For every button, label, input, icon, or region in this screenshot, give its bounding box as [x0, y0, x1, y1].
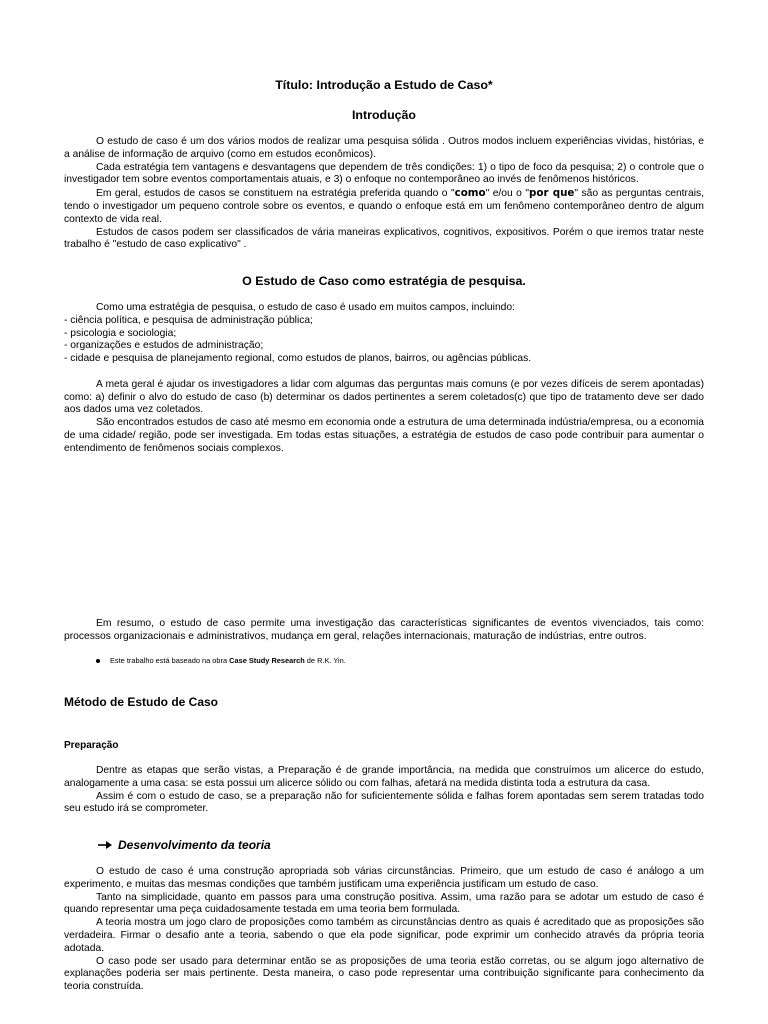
- list-item: - ciência política, e pesquisa de administração pública;: [64, 314, 313, 326]
- method-heading: Método de Estudo de Caso: [64, 695, 219, 709]
- strategy-paragraph-found: São encontrados estudos de caso até mesmo em economia onde a estrutura de uma determinada indústria/empresa, ou a economia de uma cidade/ região, pode ser investigada. Em todas estas situações, a estratégia de estudos de caso pode contribuir para aumentar o entendimento de fenômenos sociais complexos.: [64, 417, 704, 454]
- intro-paragraph-1: O estudo de caso é um dos vários modos de realizar uma pesquisa sólida . Outros modos incluem experiências vividas, histórias, e a análise de informação de arquivo (como em estudos econômicos).: [64, 136, 704, 160]
- theory-paragraph-4: O caso pode ser usado para determinar então se as proposições de uma teoria estão corretas, ou se algum jogo alternativo de explanações poderia ser mais pertinente. Desta maneira, o caso pode representar uma contribuição significante para conhecimento da teoria construída.: [64, 955, 704, 993]
- arrow-right-icon: [98, 840, 112, 850]
- intro-section: [64, 136, 704, 252]
- theory-heading: [98, 838, 271, 852]
- preparation-paragraph-2: Assim é com o estudo de caso, se a preparação não for suficientemente sólida e falhas forem apontadas sem serem tratadas todo seu estudo irá se comprometer.: [64, 790, 704, 815]
- list-item: - cidade e pesquisa de planejamento regional, como estudos de planos, bairros, ou agências públicas.: [64, 353, 532, 365]
- keyword-por-que: por que: [529, 187, 575, 200]
- summary-section: [64, 618, 704, 644]
- intro-heading: Introdução: [351, 108, 417, 122]
- strategy-heading: O Estudo de Caso como estratégia de pesquisa.: [242, 274, 526, 288]
- strategy-paragraph-meta: A meta geral é ajudar os investigadores a lidar com algumas das perguntas mais comuns (e por vezes difíceis de serem apontadas) como: a) definir o alvo do estudo de caso (b) determinar os dados pertinentes a serem coletados(c) que tipo de tratamento deve ser dado aos dados uma vez coletados.: [64, 378, 704, 416]
- strategy-lead: Como uma estratégia de pesquisa, o estudo de caso é usado em muitos campos, incluindo:: [96, 302, 515, 313]
- theory-paragraph-2: Tanto na simplicidade, quanto em passos para uma construção positiva. Assim, uma razão para se adotar um estudo de caso é quando representar uma peça cuidadosamente testada em uma teoria bem formulada.: [64, 891, 704, 916]
- intro-p3-part-c: " são as perguntas centrais, tendo o investigador um pequeno controle sobre os eventos, e quando o enfoque está em um fenômeno contemporâneo dentro de algum contexto de vida real.: [64, 188, 704, 225]
- intro-p3-part-a: Em geral, estudos de casos se constituem na estratégia preferida quando o ": [96, 188, 455, 200]
- theory-heading-text: Desenvolvimento da teoria: [118, 838, 271, 852]
- footnote-prefix: Este trabalho está baseado na obra: [110, 656, 230, 665]
- theory-paragraph-1: O estudo de caso é uma construção apropriada sob várias circunstâncias. Primeiro, que um estudo de caso é análogo a um experimento, e muitas das mesmas condições que também justificam uma experiência justificam um estudo de caso.: [64, 866, 704, 890]
- preparation-heading: Preparação: [64, 740, 119, 751]
- strategy-section: [64, 302, 704, 456]
- fields-list: [64, 315, 704, 366]
- bullet-icon: [96, 659, 100, 663]
- intro-p3-part-b: " e/ou o ": [485, 188, 530, 200]
- keyword-como: como: [454, 187, 486, 200]
- summary-paragraph: Em resumo, o estudo de caso permite uma investigação das características significantes de eventos vivenciados, tais como: processos organizacionais e administrativos, mudança em geral, relações internacionais, maturação de indústrias, entre outros.: [64, 618, 704, 642]
- intro-paragraph-4: Estudos de casos podem ser classificados de vária maneiras explicativos, cognitivos, expositivos. Porém o que iremos tratar neste trabalho é "estudo de caso explicativo" .: [64, 226, 704, 251]
- intro-paragraph-2: Cada estratégia tem vantagens e desvantagens que dependem de três condições: 1) o tipo de foco da pesquisa; 2) o controle que o investigador tem sobre eventos comportamentais atuais, e 3) o enfoque no contemporâneo ao invés de fenômenos históricos.: [64, 161, 704, 186]
- theory-section: [64, 866, 704, 994]
- footnote-text: [110, 656, 346, 665]
- preparation-section: [64, 765, 704, 816]
- intro-paragraph-3: [64, 187, 704, 226]
- theory-paragraph-3: A teoria mostra um jogo claro de proposições como também as circunstâncias dentro as quais é acreditado que as proposições são verdadeira. Firmar o desafio ante a teoria, sabendo o que ela pode significar, pode exprimir um conhecido através da própria teoria adotada.: [64, 917, 704, 954]
- footnote: [96, 656, 346, 665]
- list-item: - psicologia e sociologia;: [64, 327, 177, 339]
- footnote-suffix: de R.K. Yin.: [304, 656, 346, 665]
- footnote-work-title: Case Study Research: [229, 656, 305, 665]
- document-title: Título: Introdução a Estudo de Caso*: [275, 78, 493, 92]
- preparation-paragraph-1: Dentre as etapas que serão vistas, a Preparação é de grande importância, na medida que construímos um alicerce do estudo, analogamente a uma casa: se esta possui um alicerce sólido ou com falhas, afetará na medida distinta toda a estrutura da casa.: [64, 765, 704, 789]
- list-item: - organizações e estudos de administração;: [64, 340, 264, 352]
